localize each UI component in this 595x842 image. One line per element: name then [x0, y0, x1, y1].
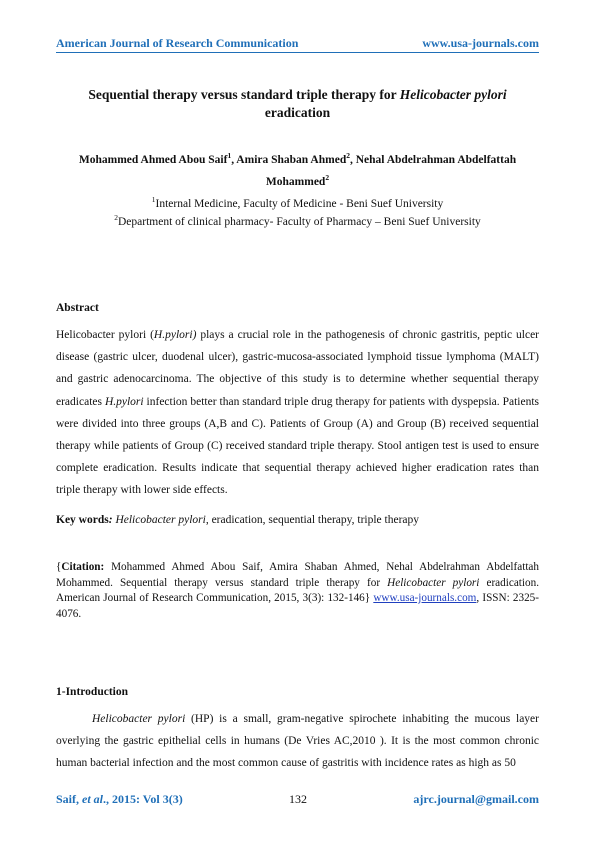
citation-text-1: Mohammed Ahmed Abou Saif, Amira Shaban Ahmed, Nehal Abdelrahman Abdelfattah Mohammed. Sequential therapy versus standard triple therapy for [56, 561, 539, 589]
footer-author: Saif, [56, 792, 83, 806]
affil-1-marker: 1 [151, 195, 156, 204]
citation-text-3: , ISSN: 2325-4076. [56, 592, 539, 620]
keywords-colon: : [108, 514, 113, 526]
abstract-text-2: plays a crucial role in the pathogenesis of chronic gastritis, peptic ulcer disease (gastric ulcer, duodenal ulcer), gastric-mucosa-associated lymphoid tissue lymphoma (MALT) and gastric adenocarcinoma. The objective of this study is to determine whether sequential therapy eradicates [56, 329, 540, 408]
footer-email-link[interactable]: ajrc.journal@gmail.com [413, 792, 539, 806]
intro-species: Helicobacter pylori [92, 713, 186, 725]
abstract-heading: Abstract [56, 302, 99, 314]
author-3: , Nehal Abdelrahman Abdelfattah [349, 153, 517, 166]
footer-volume: ., 2015: Vol 3(3) [103, 792, 183, 806]
intro-heading: 1-Introduction [56, 686, 128, 698]
abstract-text-1: Helicobacter pylori ( [56, 329, 154, 341]
citation-open: { [56, 561, 62, 573]
affil-2: Department of clinical pharmacy- Faculty of Pharmacy – Beni Suef University [117, 215, 481, 228]
author-1-affil: 1 [227, 151, 232, 160]
author-2: , Amira Shaban Ahmed [231, 153, 347, 166]
title-text: Sequential therapy versus standard triple therapy for [88, 87, 400, 102]
abstract-text-3: infection better than standard triple drug therapy for patients with dyspepsia. Patients were divided into three groups (A,B and C). Patients of Group (A) and Group (B) received sequential therapy while patients of Group (C) received standard triple therapy. Stool antigen test is used to ensure complete eradication. Results indicate that sequential therapy achieved higher eradication rates than triple therapy with lower side effects. [56, 395, 539, 497]
affiliations [56, 193, 539, 229]
keywords-label: Key words [56, 514, 109, 526]
author-3-affil: 2 [325, 172, 330, 182]
footer-etal: et al [82, 792, 104, 806]
author-2-affil: 2 [346, 151, 350, 160]
keywords [56, 514, 539, 526]
keyword-species: Helicobacter pylori [112, 514, 206, 526]
citation-label: Citation: [61, 561, 105, 573]
footer-citation [56, 792, 183, 807]
journal-name: American Journal of Research Communication [56, 36, 299, 50]
citation-text-2: eradication. American Journal of Research Communication, 2015, 3(3): 132-146} [56, 576, 539, 604]
citation-link[interactable]: www.usa-journals.com [373, 592, 477, 604]
author-3-cont: Mohammed [265, 175, 326, 188]
running-header [56, 36, 539, 51]
abstract-italic-1: H.pylori) [153, 329, 197, 341]
author-1: Mohammed Ahmed Abou Saif [78, 153, 228, 166]
intro-text: (HP) is a small, gram-negative spirochete inhabiting the mucous layer overlying the gastric epithelial cells in humans (De Vries AC,2010 ). It is the most common chronic human bacterial infection and the most common cause of gastritis with incidence rates as high as 50 [56, 713, 539, 770]
title-text-end: eradication [264, 105, 331, 120]
affil-1: Internal Medicine, Faculty of Medicine - Beni Suef University [155, 197, 444, 210]
title-species: Helicobacter pylori [399, 87, 507, 102]
citation-species: Helicobacter pylori [387, 576, 480, 589]
running-footer [56, 792, 539, 807]
affil-2-marker: 2 [114, 212, 118, 222]
page-number: 132 [289, 792, 308, 806]
journal-website-link[interactable]: www.usa-journals.com [422, 36, 539, 50]
abstract-body [56, 324, 539, 502]
abstract-italic-2: H.pylori [104, 395, 144, 408]
keywords-list: , eradication, sequential therapy, triple therapy [205, 514, 420, 526]
citation-block [56, 560, 539, 622]
paper-title [56, 86, 539, 122]
header-divider [56, 52, 539, 53]
author-list [56, 147, 539, 191]
intro-body [56, 708, 539, 775]
